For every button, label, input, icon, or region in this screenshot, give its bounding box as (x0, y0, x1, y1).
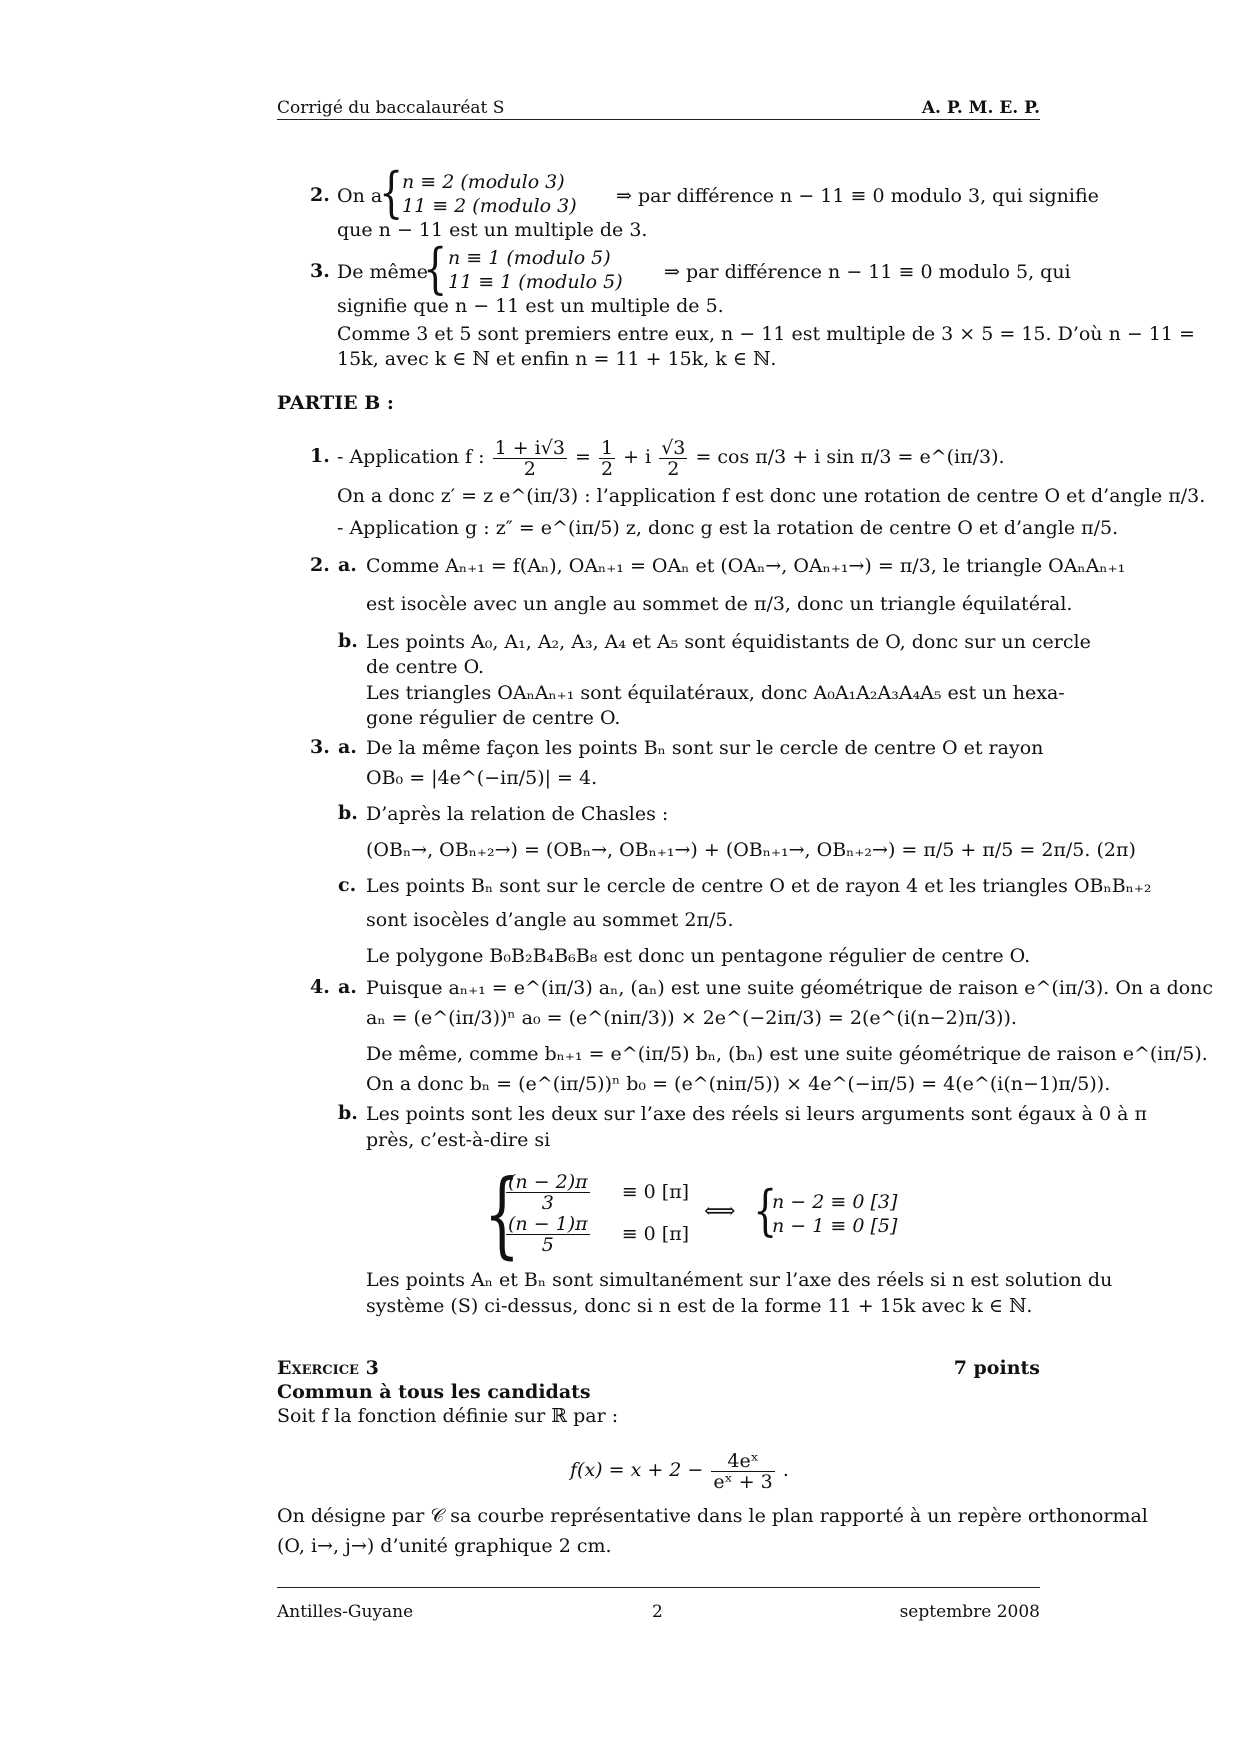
text-line: que n − 11 est un multiple de 3. (337, 219, 648, 241)
denominator: 3 (541, 1192, 554, 1214)
text-line: système (S) ci-dessus, donc si n est de la forme 11 + 15k avec k ∈ ℕ. (366, 1295, 1033, 1317)
system-row: n − 2 ≡ 0 [3] (772, 1191, 898, 1213)
text-line: De même, comme bₙ₊₁ = e^(iπ/5) bₙ, (bₙ) est une suite géométrique de raison e^(iπ/5). (366, 1043, 1208, 1065)
sub-label: a. (338, 554, 357, 576)
item-number: 1. (310, 445, 330, 467)
system-row: 11 ≡ 2 (modulo 3) (402, 195, 577, 217)
text-segment: - Application f : (337, 446, 485, 468)
system-row: n − 1 ≡ 0 [5] (772, 1215, 898, 1237)
sub-label: b. (338, 1102, 358, 1124)
item-number: 3. (310, 736, 330, 758)
numerator: √3 (661, 436, 686, 459)
sub-label: a. (338, 976, 357, 998)
fraction (599, 438, 615, 479)
text-line: De la même façon les points Bₙ sont sur le cercle de centre O et rayon (366, 737, 1044, 759)
fraction (493, 438, 567, 479)
text-line: Le polygone B₀B₂B₄B₆B₈ est donc un pentagone régulier de centre O. (366, 945, 1031, 967)
exercise-points: 7 points (953, 1357, 1040, 1379)
exercise-title: Exercice 3 (277, 1357, 379, 1379)
text-line: On a donc z′ = z e^(iπ/3) : l’application f est donc une rotation de centre O et d’angle π/3. (337, 485, 1206, 507)
item-number: 4. (310, 976, 330, 998)
text-segment: + i (623, 446, 652, 468)
text-line: Les points Aₙ et Bₙ sont simultanément sur l’axe des réels si n est solution du (366, 1269, 1113, 1291)
fraction (659, 438, 687, 479)
sub-label: a. (338, 736, 357, 758)
sub-label: c. (338, 874, 357, 896)
system-row: 11 ≡ 1 (modulo 5) (448, 271, 623, 293)
text-line: (O, i→, j→) d’unité graphique 2 cm. (277, 1535, 612, 1557)
text-line: OB₀ = |4e^(−iπ/5)| = 4. (366, 767, 598, 789)
text-line: près, c’est-à-dire si (366, 1129, 551, 1151)
header-rule (277, 119, 1040, 120)
header-title: Corrigé du baccalauréat S (277, 98, 505, 118)
exercise-subtitle: Commun à tous les candidats (277, 1381, 591, 1403)
page-number: 2 (652, 1602, 663, 1622)
text-line: On désigne par 𝒞 sa courbe représentative dans le plan rapporté à un repère orthonormal (277, 1505, 1148, 1527)
header-org: A. P. M. E. P. (921, 98, 1040, 118)
denominator: 2 (523, 457, 536, 480)
sub-label: b. (338, 630, 358, 652)
system-rest: ≡ 0 [π] (621, 1222, 690, 1245)
text-line: De même (337, 261, 429, 283)
text-line: sont isocèles d’angle au sommet 2π/5. (366, 909, 734, 931)
system-row: n ≡ 1 (modulo 5) (448, 247, 611, 269)
denominator: 2 (667, 457, 680, 480)
text-line: de centre O. (366, 656, 485, 678)
system-row (504, 1214, 689, 1255)
system-brace: { (483, 1160, 520, 1269)
text-line: gone régulier de centre O. (366, 707, 621, 729)
footer-rule (277, 1587, 1040, 1588)
numerator: 1 (600, 436, 614, 459)
text-line: On a (337, 185, 383, 207)
numerator: 4eˣ (711, 1451, 774, 1472)
text-line: 15k, avec k ∈ ℕ et enfin n = 11 + 15k, k ∈ ℕ. (337, 348, 777, 370)
numerator: 1 + i√3 (494, 436, 565, 459)
denominator: 2 (600, 457, 614, 480)
numerator: (n − 1)π (508, 1213, 588, 1235)
text-line: est isocèle avec un angle au sommet de π/3, donc un triangle équilatéral. (366, 593, 1073, 615)
text-line: Comme 3 et 5 sont premiers entre eux, n − 11 est multiple de 3 × 5 = 15. D’où n − 11 = (337, 323, 1195, 345)
footer-left: Antilles-Guyane (277, 1602, 414, 1622)
footer-right: septembre 2008 (899, 1602, 1040, 1622)
formula-line (337, 432, 1005, 482)
text-segment: = (574, 446, 591, 468)
item-number: 3. (310, 260, 330, 282)
text-line: ⇒ par différence n − 11 ≡ 0 modulo 3, qui signifie (616, 185, 1099, 207)
numerator: (n − 2)π (508, 1171, 588, 1193)
system-row: n ≡ 2 (modulo 3) (402, 171, 565, 193)
text-line: Comme Aₙ₊₁ = f(Aₙ), OAₙ₊₁ = OAₙ et (OAₙ→, OAₙ₊₁→) = π/3, le triangle OAₙAₙ₊₁ (366, 555, 1126, 577)
text-line: Soit f la fonction définie sur ℝ par : (277, 1405, 619, 1427)
text-line: signifie que n − 11 est un multiple de 5. (337, 295, 724, 317)
fraction (711, 1451, 774, 1492)
system-rest: ≡ 0 [π] (621, 1180, 690, 1203)
system-brace: { (423, 237, 448, 300)
item-number: 2. (310, 184, 330, 206)
text-line: aₙ = (e^(iπ/3))ⁿ a₀ = (e^(niπ/3)) × 2e^(−2iπ/3) = 2(e^(i(n−2)π/3)). (366, 1007, 1017, 1029)
denominator: eˣ + 3 (713, 1470, 773, 1493)
denominator: 5 (541, 1234, 554, 1256)
text-line: (OBₙ→, OBₙ₊₂→) = (OBₙ→, OBₙ₊₁→) + (OBₙ₊₁→, OBₙ₊₂→) = π/5 + π/5 = 2π/5. (2π) (366, 839, 1136, 861)
text-line: Les triangles OAₙAₙ₊₁ sont équilatéraux, donc A₀A₁A₂A₃A₄A₅ est un hexa- (366, 682, 1065, 704)
fraction (506, 1214, 590, 1255)
text-line: Puisque aₙ₊₁ = e^(iπ/3) aₙ, (aₙ) est une suite géométrique de raison e^(iπ/3). On a donc (366, 977, 1214, 999)
system-row (504, 1172, 689, 1213)
formula-line (570, 1446, 789, 1494)
text-line: - Application g : z″ = e^(iπ/5) z, donc g est la rotation de centre O et d’angle π/5. (337, 517, 1119, 539)
fraction (506, 1172, 590, 1213)
text-segment: = cos π/3 + i sin π/3 = e^(iπ/3). (695, 446, 1005, 468)
text-line: D’après la relation de Chasles : (366, 803, 669, 825)
equivalence-arrow: ⟺ (704, 1199, 736, 1224)
text-segment: f(x) = x + 2 − (570, 1459, 704, 1481)
section-title: PARTIE B : (277, 392, 394, 414)
text-segment: . (782, 1459, 789, 1481)
text-line: ⇒ par différence n − 11 ≡ 0 modulo 5, qui (664, 261, 1071, 283)
item-number: 2. (310, 554, 330, 576)
text-line: Les points Bₙ sont sur le cercle de centre O et de rayon 4 et les triangles OBₙBₙ₊₂ (366, 875, 1152, 897)
text-line: On a donc bₙ = (e^(iπ/5))ⁿ b₀ = (e^(niπ/5)) × 4e^(−iπ/5) = 4(e^(i(n−1)π/5)). (366, 1073, 1111, 1095)
text-line: Les points sont les deux sur l’axe des réels si leurs arguments sont égaux à 0 à π (366, 1103, 1147, 1125)
system-brace: { (753, 1179, 778, 1242)
text-line: Les points A₀, A₁, A₂, A₃, A₄ et A₅ sont équidistants de O, donc sur un cercle (366, 631, 1091, 653)
system-brace: { (379, 161, 404, 224)
sub-label: b. (338, 802, 358, 824)
